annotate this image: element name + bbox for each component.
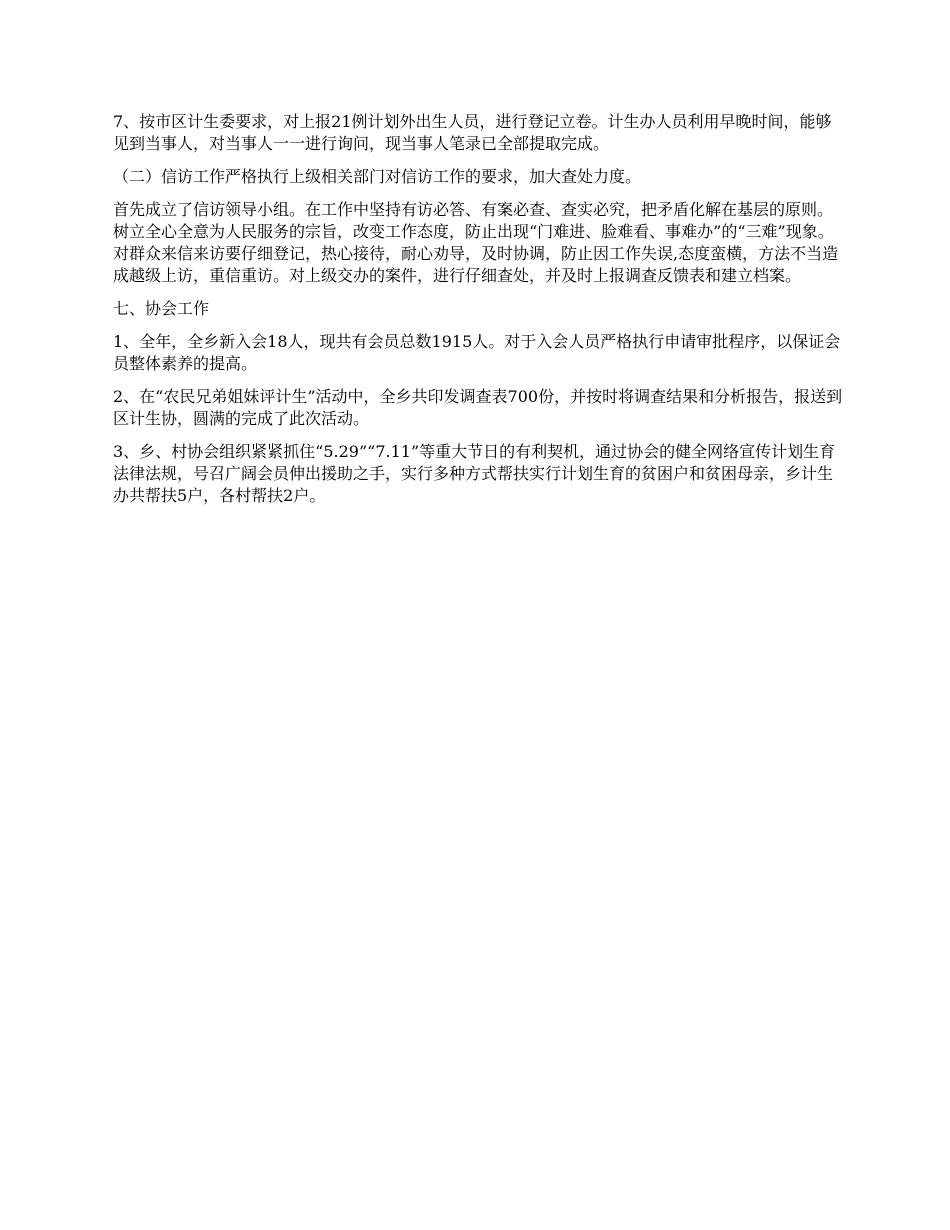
document-body: [113, 111, 843, 518]
paragraph-petition-body: 首先成立了信访领导小组。在工作中坚持有访必答、有案必查、查实必究，把矛盾化解在基层的原则。树立全心全意为人民服务的宗旨，改变工作态度，防止出现“门难进、脸难看、事难办”的“三难”现象。对群众来信来访要仔细登记，热心接待，耐心劝导，及时协调，防止因工作失误,态度蛮横，方法不当造成越级上访，重信重访。对上级交办的案件，进行仔细查处，并及时上报调查反馈表和建立档案。: [113, 200, 839, 285]
paragraph-association-1: 1、全年，全乡新入会18人，现共有会员总数1915人。对于入会人员严格执行申请审批程序，以保证会员整体素养的提高。: [113, 332, 841, 373]
paragraph-association-2: 2、在“农民兄弟姐妹评计生”活动中，全乡共印发调查表700份，并按时将调查结果和分析报告，报送到区计生协，圆满的完成了此次活动。: [113, 387, 843, 428]
paragraph-association-3: 3、乡、村协会组织紧紧抓住“5.29”“7.11”等重大节日的有利契机，通过协会的健全网络宣传计划生育法律法规，号召广阔会员伸出援助之手，实行多种方式帮扶实行计划生育的贫困户和贫困母亲，乡计生办共帮扶5户，各村帮扶2户。: [113, 442, 836, 505]
paragraph-item-7: 7、按市区计生委要求，对上报21例计划外出生人员，进行登记立卷。计生办人员利用早晚时间，能够见到当事人，对当事人一一进行询问，现当事人笔录已全部提取完成。: [113, 112, 832, 153]
paragraph-petition-heading: （二）信访工作严格执行上级相关部门对信访工作的要求，加大查处力度。: [113, 167, 642, 186]
section-heading-association: 七、协会工作: [113, 299, 210, 318]
